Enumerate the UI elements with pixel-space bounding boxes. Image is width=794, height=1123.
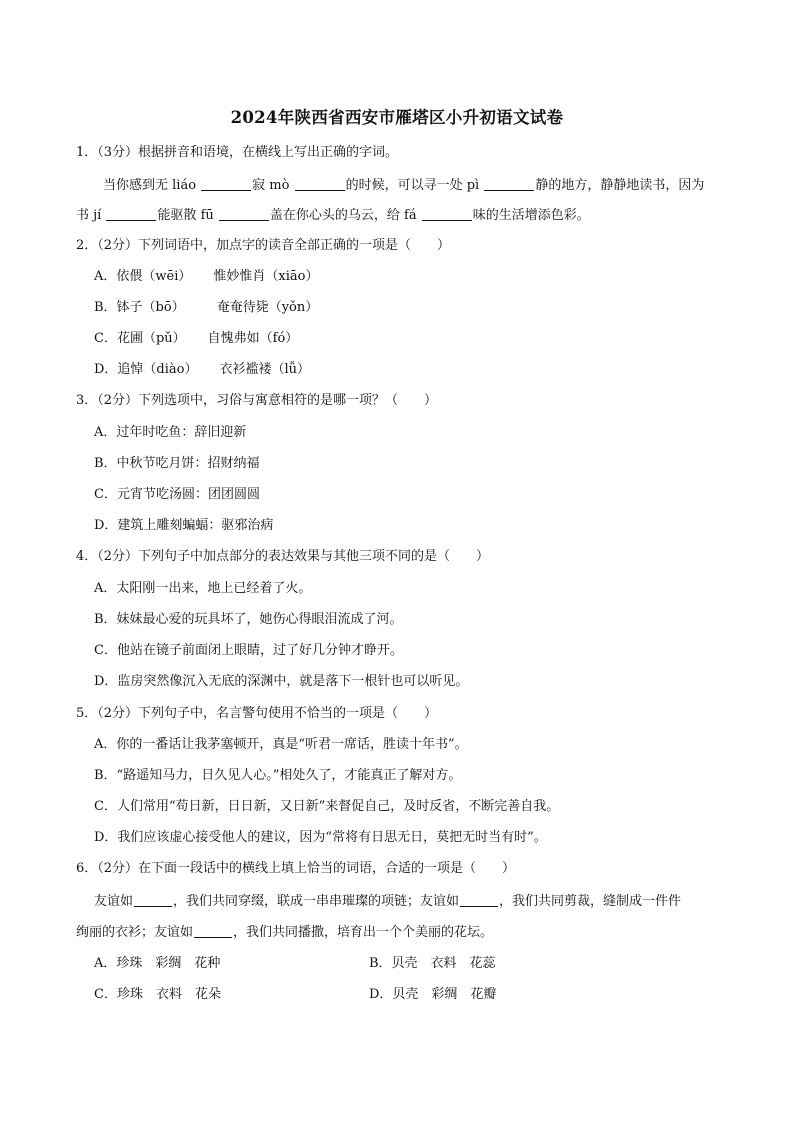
question-3-option-a: A．过年时吃鱼：辞旧迎新 <box>94 425 247 440</box>
q1-text: 味的生活增添色彩。 <box>472 208 590 223</box>
question-5-stem: 5．（2分）下列句子中，名言警句使用不恰当的一项是（ ） <box>76 706 438 721</box>
answer-blank[interactable] <box>484 176 534 191</box>
question-4-option-d: D．监房突然像沉入无底的深渊中，就是落下一根针也可以听见。 <box>94 674 469 689</box>
answer-blank[interactable] <box>134 892 172 907</box>
passage-text: 友谊如 <box>94 894 134 909</box>
option-text: 自愧弗如（fó） <box>207 331 299 346</box>
question-6-option-b: B．贝壳 衣料 花蕊 <box>369 956 496 971</box>
question-2-option-a <box>94 268 318 286</box>
page-title: 2024年陕西省西安市雁塔区小升初语文试卷 <box>230 108 564 127</box>
q1-text: 当你感到无 liáo <box>103 178 201 193</box>
question-3-option-d: D．建筑上雕刻蝙蝠：驱邪治病 <box>94 518 274 533</box>
question-5-option-a: A．你的一番话让我茅塞顿开，真是“听君一席话，胜读十年书”。 <box>94 737 468 752</box>
q1-text: 静的地方，静静地读书，因为 <box>535 178 705 193</box>
option-text: 奄奄待毙（yǒn） <box>216 300 319 315</box>
question-3-stem: 3．（2分）下列选项中，习俗与寓意相符的是哪一项？（ ） <box>76 393 438 408</box>
option-text: D．追悼（diào） <box>94 362 198 377</box>
question-2-stem: 2．（2分）下列词语中，加点字的读音全部正确的一项是（ ） <box>76 238 451 253</box>
question-4-stem: 4．（2分）下列句子中加点部分的表达效果与其他三项不同的是（ ） <box>76 549 490 564</box>
passage-text: ，我们共同剪裁，缝制成一件件 <box>499 894 682 909</box>
question-3-option-b: B．中秋节吃月饼：招财纳福 <box>94 456 260 471</box>
answer-blank[interactable] <box>422 206 472 221</box>
question-1-line-2 <box>76 206 590 225</box>
q1-text: 能驱散 fū <box>157 208 218 223</box>
q1-text: 书 jí <box>76 208 106 223</box>
option-text: A．依偎（wēi） <box>94 269 192 284</box>
question-4-option-c: C．他站在镜子前面闭上眼睛，过了好几分钟才睁开。 <box>94 643 403 658</box>
passage-text: ，我们共同播撒，培育出一个个美丽的花坛。 <box>233 925 494 940</box>
q1-text: 寂 mò <box>252 178 294 193</box>
answer-blank[interactable] <box>194 923 232 938</box>
question-5-option-d: D．我们应该虚心接受他人的建议，因为“常将有日思无日，莫把无时当有时”。 <box>94 830 547 845</box>
answer-blank[interactable] <box>201 176 251 191</box>
question-6-stem: 6．（2分）在下面一段话中的横线上填上恰当的词语，合适的一项是（ ） <box>76 861 516 876</box>
question-6-option-c: C．珍珠 衣料 花朵 <box>94 987 221 1002</box>
passage-text: ，我们共同穿缀，联成一串串璀璨的项链；友谊如 <box>173 894 460 909</box>
option-text: B．钵子（bō） <box>94 300 185 315</box>
question-3-option-c: C．元宵节吃汤圆：团团圆圆 <box>94 487 260 502</box>
question-2-option-b <box>94 299 318 317</box>
question-6-passage-line-2 <box>76 923 493 942</box>
option-text: 惟妙惟肖（xiāo） <box>213 269 319 284</box>
question-1-stem: 1．（3分）根据拼音和语境，在横线上写出正确的字词。 <box>76 145 399 160</box>
question-6-option-d: D．贝壳 彩绸 花瓣 <box>369 987 497 1002</box>
answer-blank[interactable] <box>219 206 269 221</box>
question-1-line-1 <box>103 176 704 195</box>
question-6-option-a: A．珍珠 彩绸 花种 <box>94 956 221 971</box>
option-text: C．花圃（pǔ） <box>94 331 186 346</box>
answer-blank[interactable] <box>460 892 498 907</box>
answer-blank[interactable] <box>295 176 345 191</box>
question-6-passage-line-1 <box>94 892 681 911</box>
q1-text: 的时候，可以寻一处 pì <box>345 178 484 193</box>
question-4-option-a: A．太阳刚一出来，地上已经着了火。 <box>94 581 312 596</box>
question-5-option-c: C．人们常用“苟日新，日日新，又日新”来督促自己，及时反省，不断完善自我。 <box>94 799 560 814</box>
question-2-option-d <box>94 361 310 379</box>
passage-text: 绚丽的衣衫；友谊如 <box>76 925 194 940</box>
q1-text: 盖在你心头的乌云，给 fá <box>269 208 421 223</box>
answer-blank[interactable] <box>106 206 156 221</box>
question-5-option-b: B．“路遥知马力，日久见人心。”相处久了，才能真正了解对方。 <box>94 768 462 783</box>
question-2-option-c <box>94 330 298 348</box>
option-text: 衣衫褴褛（lǚ） <box>219 362 311 377</box>
question-4-option-b: B．妹妹最心爱的玩具坏了，她伤心得眼泪流成了河。 <box>94 612 403 627</box>
